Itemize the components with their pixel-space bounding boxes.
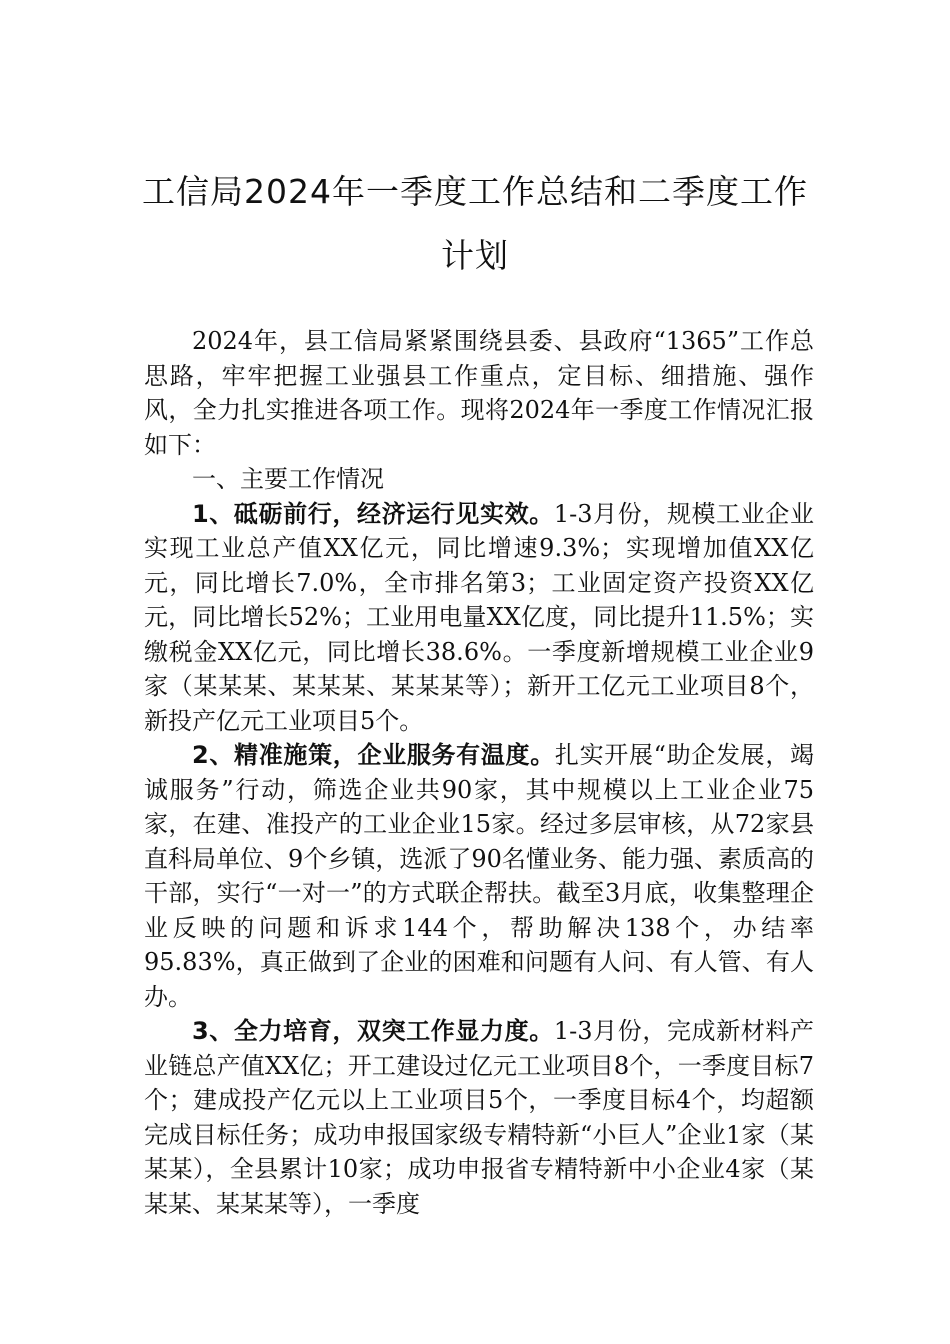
item-text-2: 扎实开展“助企发展，竭诚服务”行动，筛选企业共90家，其中规模以上工业企业75家，在建、准投产的工业企业15家。经过多层审核，从72家县直科局单位、9个乡镇，选派了90名懂业务、能力强、素质高的干部，实行“一对一”的方式联企帮扶。截至3月底，收集整理企业反映的问题和诉求144个，帮助解决138个，办结率95.83%，真正做到了企业的困难和问题有人问、有人管、有人办。 xyxy=(144,741,814,1011)
item-text-1: 1-3月份，规模工业企业实现工业总产值XX亿元，同比增速9.3%；实现增加值XX亿元，同比增长7.0%，全市排名第3；工业固定资产投资XX亿元，同比增长52%；工业用电量XX亿度，同比提升11.5%；实缴税金XX亿元，同比增长38.6%。一季度新增规模工业企业9家（某某某、某某某、某某某等）；新开工亿元工业项目8个，新投产亿元工业项目5个。 xyxy=(144,499,814,735)
item-lead-1: 1、砥砺前行，经济运行见实效。 xyxy=(192,499,554,528)
intro-paragraph: 2024年，县工信局紧紧围绕县委、县政府“1365”工作总思路，牢牢把握工业强县工作重点，定目标、细措施、强作风，全力扎实推进各项工作。现将2024年一季度工作情况汇报如下： xyxy=(144,327,814,459)
item-paragraph-3 xyxy=(144,1014,814,1221)
item-paragraph-1 xyxy=(144,497,814,739)
item-lead-2: 2、精准施策，企业服务有温度。 xyxy=(192,741,555,769)
item-paragraph-2 xyxy=(144,738,814,1014)
document-body xyxy=(144,324,814,1221)
item-lead-3: 3、全力培育，双突工作显力度。 xyxy=(192,1017,554,1045)
section-heading: 一、主要工作情况 xyxy=(192,465,384,493)
item-text-3: 1-3月份，完成新材料产业链总产值XX亿；开工建设过亿元工业项目8个，一季度目标7个；建成投产亿元以上工业项目5个，一季度目标4个，均超额完成目标任务；成功申报国家级专精特新“小巨人”企业1家（某某某），全县累计10家；成功申报省专精特新中小企业4家（某某某、某某某等），一季度 xyxy=(144,1017,814,1218)
document-title: 工信局2024年一季度工作总结和二季度工作计划 xyxy=(142,172,808,275)
